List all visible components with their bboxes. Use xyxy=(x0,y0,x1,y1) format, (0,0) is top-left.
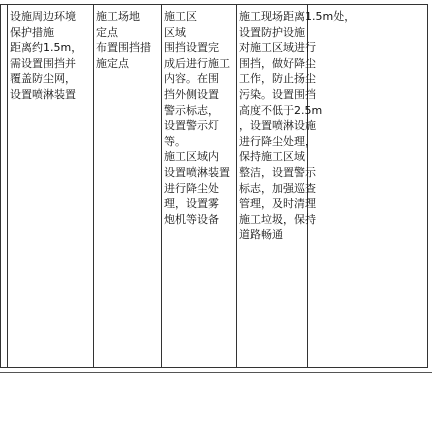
table-cell-col1: 设施周边环境 保护措施 距离约1.5m， 需设置围挡并 覆盖防尘网， 设置喷淋装置 xyxy=(10,10,83,101)
document-table xyxy=(0,4,428,368)
table-cell-col2: 施工场地 定点 布置围挡措 施定点 xyxy=(96,10,151,70)
table-cell-col3: 施工区 区域 围挡设置完 成后进行施工 内容。在围 挡外侧设置 警示标志， 设置警示灯 等。 施工区域内 设置喷淋装置 进行降尘处 理，设置雾 炮机等设备 xyxy=(164,10,230,226)
table-cell-col4: 施工现场距离1.5m处， 设置防护设施 对施工区域进行 围挡，做好降尘 工作，防止扬尘 污染。设置围挡 高度不低于2.5m ，设置喷淋设施 进行降尘处理， 保持施工区域 整洁，设置警示 标志，加强巡查 管理，及时清理 施工垃圾，保持 道路畅通 xyxy=(239,10,356,242)
column-divider xyxy=(236,5,237,367)
column-divider xyxy=(93,5,94,367)
column-divider xyxy=(7,5,8,367)
column-divider xyxy=(161,5,162,367)
page-divider xyxy=(0,372,432,373)
